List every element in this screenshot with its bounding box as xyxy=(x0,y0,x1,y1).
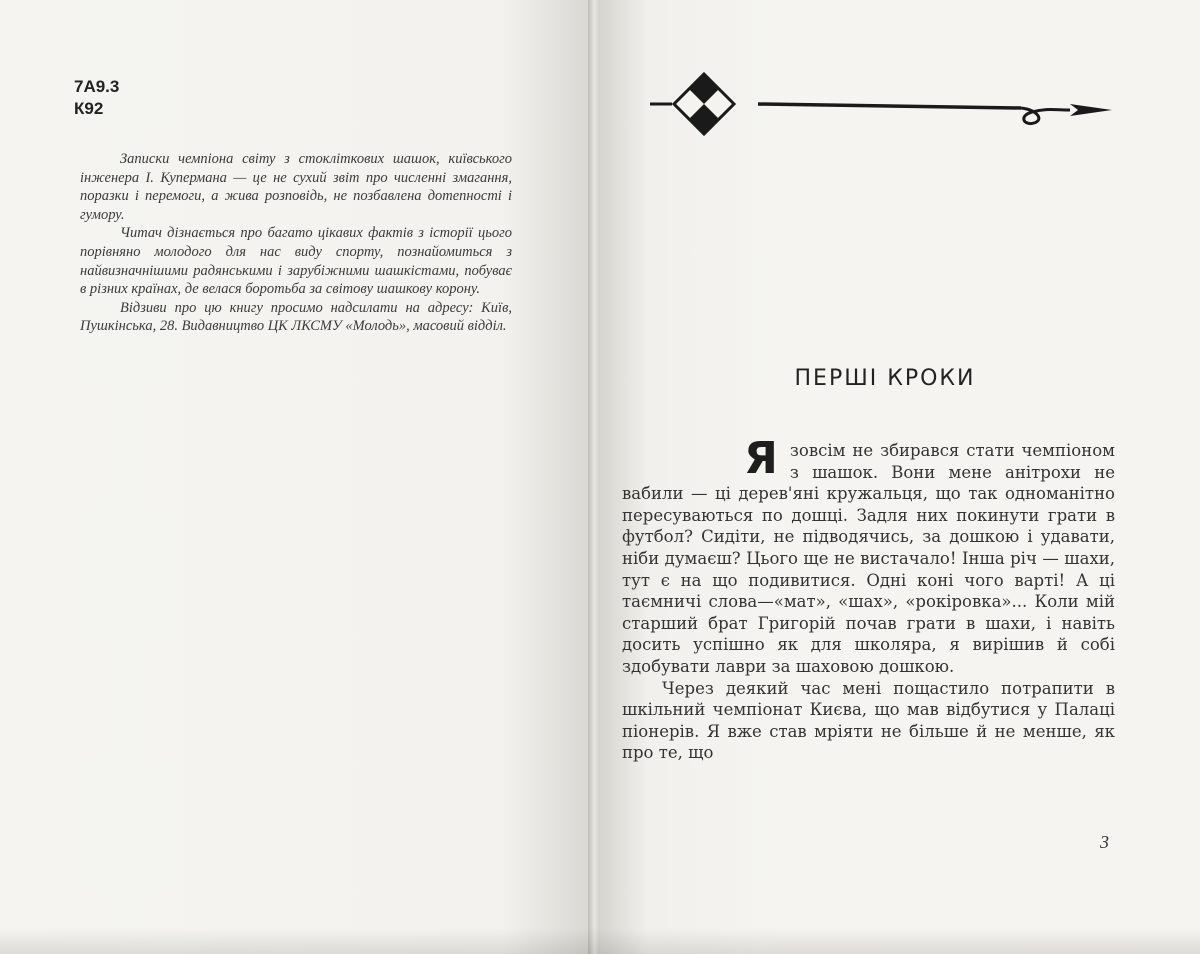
book-annotation xyxy=(80,150,512,336)
page-number: 3 xyxy=(1100,832,1109,852)
paragraph-text: зовсім не збирався стати чемпіоном з шашок. Вони мене анітрохи не вабили — ці дерев'яні кружальця, що так одноманітно пересуваються по дошці. Задля них покинути грати в футбол? Сидіти, не підводячись, за дошкою і удавати, ніби думаєш? Цього ще не вистачало! Інша річ — шахи, тут є на що подивитися. Одні коні чого варті! А ці таємничі слова—«мат», «шах», «рокіровка»... Коли мій старший брат Григорій почав грати в шахи, і навіть досить успішно як для школяра, я вирішив й собі здобувати лаври за шаховою дошкою. xyxy=(622,441,1115,676)
left-page xyxy=(0,0,590,954)
classification-codes xyxy=(74,76,119,120)
drop-cap-letter: Я xyxy=(744,433,778,484)
annotation-paragraph: Читач дізнається про багато цікавих фактів з історії цього порівняно молодого для нас виду спорту, познайомиться з найвизначнішими радянськими і зарубіжними шашкістами, побуває в різних країнах, де велася боротьба за світову шашкову корону. xyxy=(80,225,512,298)
annotation-paragraph: Відзиви про цю книгу просимо надсилати на адресу: Київ, Пушкінська, 28. Видавництво ЦК ЛКСМУ «Молодь», масовий відділ. xyxy=(80,299,512,335)
page-bottom-shadow xyxy=(0,928,1200,954)
annotation-paragraph: Записки чемпіона світу з стокліткових шашок, київського інженера І. Купермана — це не сухий звіт про численні змагання, поразки і перемоги, а жива розповідь, не позбавлена дотепності і гумору. xyxy=(80,151,512,223)
chapter-body-text xyxy=(622,433,1115,764)
body-paragraph xyxy=(622,433,1115,678)
chapter-title: ПЕРШІ КРОКИ xyxy=(794,366,976,391)
classification-code-author: К92 xyxy=(74,99,104,118)
classification-code-bbk: 7А9.3 xyxy=(74,77,120,96)
checkerboard-diamond-ornament-icon xyxy=(646,70,1116,142)
body-paragraph: Через деякий час мені пощастило потрапити в шкільний чемпіонат Києва, що мав відбутися у Палаці піонерів. Я вже став мріяти не більше й не менше, як про те, що xyxy=(622,678,1115,763)
